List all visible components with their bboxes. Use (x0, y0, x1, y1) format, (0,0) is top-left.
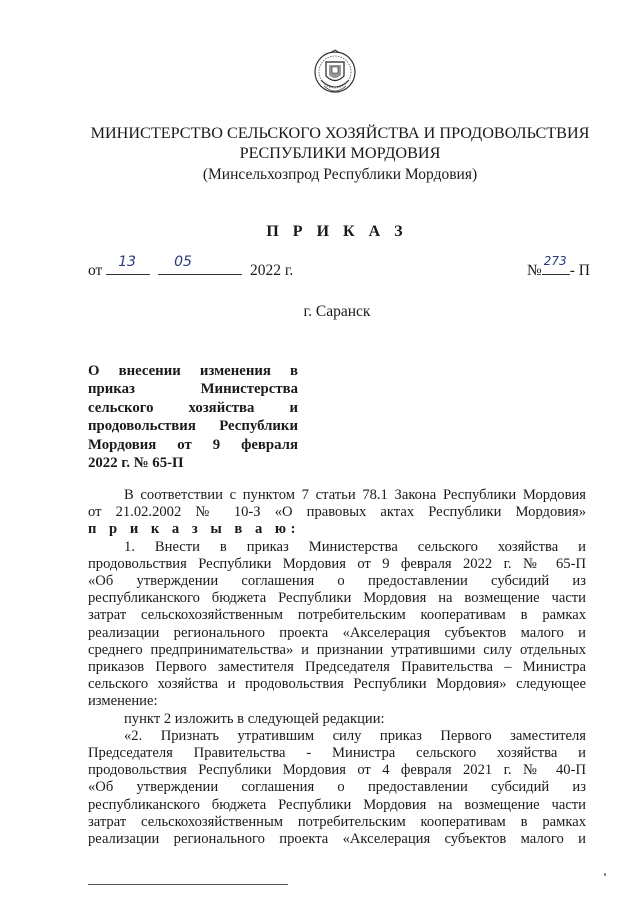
order-body (88, 487, 586, 848)
body-line: сельского хозяйства и продовольствия Республики Мордовия» следующее (88, 676, 586, 693)
footnote-divider (88, 884, 288, 885)
order-date (88, 254, 294, 280)
body-line: затрат сельскохозяйственным потребительским кооперативам в рамках (88, 813, 586, 830)
body-line: от 21.02.2002 № 10-З «О правовых актах Республики Мордовия» (88, 504, 586, 521)
subject-line: продовольствия Республики (88, 418, 298, 435)
body-line: республиканского бюджета Республики Мордовия на возмещение части (88, 590, 586, 607)
body-line: реализации регионального проекта «Акселерация субъектов малого и (88, 831, 586, 848)
subject-line: приказ Министерства (88, 381, 298, 398)
subject-line: 2022 г. № 65-П (88, 455, 184, 472)
body-line: реализации регионального проекта «Акселерация субъектов малого и (88, 624, 586, 641)
subject-line: О внесении изменения в (88, 363, 298, 379)
body-line: «2. Признать утратившим силу приказ Первого заместителя (124, 727, 586, 744)
date-month-blank (158, 254, 242, 275)
body-line: Председателя Правительства - Министра сельского хозяйства и (88, 745, 586, 762)
number-suffix: - П (569, 262, 590, 279)
body-line: продовольствия Республики Мордовия от 9 февраля 2022 г. № 65-П (88, 555, 586, 572)
ministry-short-name: (Минсельхозпрод Республики Мордовия) (202, 166, 478, 183)
date-day-handwritten: 13 (118, 254, 137, 270)
date-day-blank (106, 254, 150, 275)
ministry-name-line2: РЕСПУБЛИКИ МОРДОВИЯ (239, 144, 441, 162)
number-handwritten: 273 (543, 254, 567, 268)
body-line: приказов Первого заместителя Председателя Правительства – Министра (88, 659, 586, 676)
city: г. Саранск (303, 303, 371, 320)
body-line: изменение: (88, 693, 158, 710)
subject-line: сельского хозяйства и (88, 399, 298, 416)
order-subject (88, 362, 298, 472)
body-line: продовольствия Республики Мордовия от 4 февраля 2021 г. № 40-П (88, 762, 586, 779)
date-month-handwritten: 05 (174, 254, 192, 270)
date-prefix: от (88, 262, 103, 279)
body-line-decree: п р и к а з ы в а ю: (88, 521, 300, 538)
scan-speck (604, 873, 606, 876)
subject-line: Мордовия от 9 февраля (88, 436, 298, 453)
order-title: П Р И К А З (266, 223, 408, 240)
body-line: 1. Внести в приказ Министерства сельского хозяйства и (124, 538, 586, 555)
order-number (526, 254, 590, 280)
ministry-name-line1: МИНИСТЕРСТВО СЕЛЬСКОГО ХОЗЯЙСТВА И ПРОДОВОЛЬСТВИЯ (90, 124, 590, 142)
coat-of-arms-icon (312, 48, 358, 100)
body-line: республиканского бюджета Республики Мордовия на возмещение части (88, 796, 586, 813)
body-line: среднего предпринимательства» и признании утратившими силу отдельных (88, 641, 586, 658)
number-blank (542, 254, 570, 275)
body-line: «Об утверждении соглашения о предоставлении субсидий из (88, 573, 586, 590)
date-year: 2022 г. (249, 262, 294, 279)
number-prefix: № (526, 262, 542, 279)
body-line: «Об утверждении соглашения о предоставлении субсидий из (88, 779, 586, 796)
body-line: пункт 2 изложить в следующей редакции: (124, 710, 385, 727)
body-line: затрат сельскохозяйственным потребительским кооперативам в рамках (88, 607, 586, 624)
body-line: В соответствии с пунктом 7 статьи 78.1 Закона Республики Мордовия (124, 487, 586, 503)
